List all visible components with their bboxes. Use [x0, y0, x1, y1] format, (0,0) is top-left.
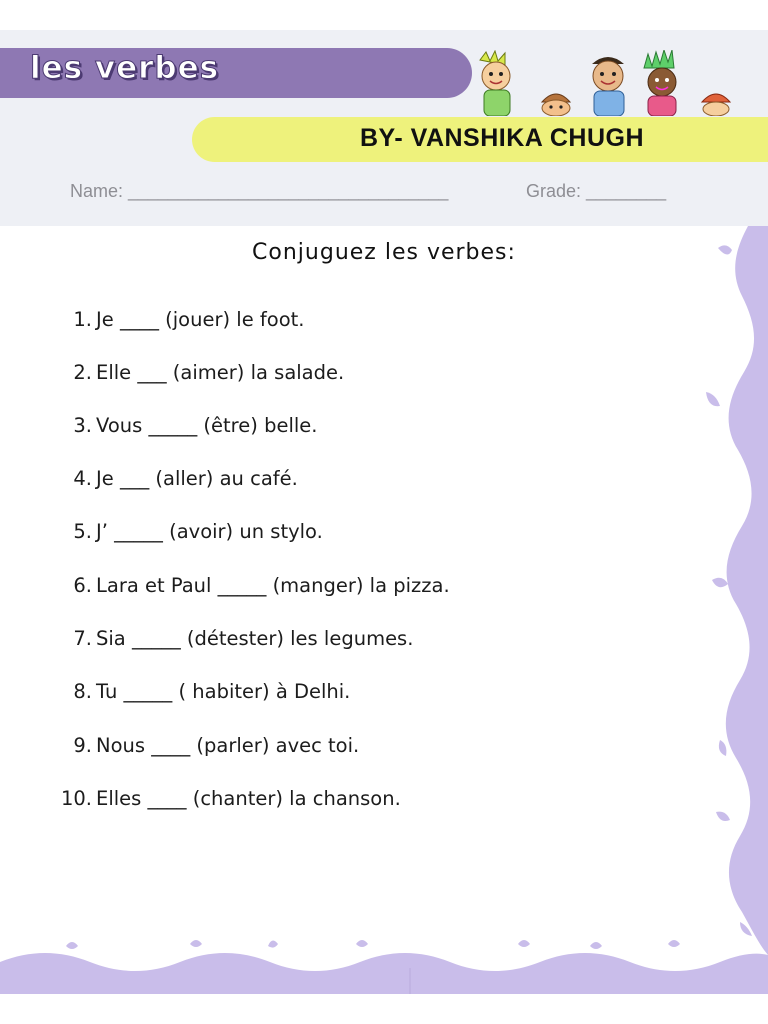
- exercise-item: [0, 574, 640, 604]
- exercise-number: 8.: [73, 680, 92, 703]
- exercise-number: 10.: [60, 787, 92, 810]
- exercise-item: [0, 467, 640, 497]
- exercise-item: [0, 787, 640, 817]
- exercise-sentence: Nous ____ (parler) avec toi.: [96, 734, 360, 757]
- exercise-sentence: Vous _____ (être) belle.: [96, 414, 318, 437]
- worksheet-title: les verbes: [30, 50, 220, 86]
- exercise-number: 1.: [73, 308, 92, 331]
- instructions-heading: Conjuguez les verbes:: [252, 240, 516, 265]
- exercise-sentence: Je ___ (aller) au café.: [96, 467, 298, 490]
- exercise-number: 2.: [73, 361, 92, 384]
- exercise-number: 5.: [73, 520, 92, 543]
- author-label: BY- VANSHIKA CHUGH: [360, 124, 645, 152]
- grade-field[interactable]: Grade: ________: [526, 181, 667, 201]
- exercise-item: [0, 361, 640, 391]
- exercise-sentence: Je ____ (jouer) le foot.: [96, 308, 305, 331]
- exercise-number: 4.: [73, 467, 92, 490]
- exercise-number: 7.: [73, 627, 92, 650]
- exercise-number: 3.: [73, 414, 92, 437]
- exercise-sentence: Tu _____ ( habiter) à Delhi.: [96, 680, 351, 703]
- name-field[interactable]: Name: ________________________________: [70, 181, 449, 201]
- exercise-sentence: J’ _____ (avoir) un stylo.: [96, 520, 323, 543]
- exercise-item: [0, 680, 640, 710]
- exercise-item: [0, 627, 640, 657]
- exercise-number: 9.: [73, 734, 92, 757]
- exercise-sentence: Elles ____ (chanter) la chanson.: [96, 787, 401, 810]
- exercise-item: [0, 734, 640, 764]
- exercise-sentence: Elle ___ (aimer) la salade.: [96, 361, 345, 384]
- exercise-item: [0, 308, 640, 338]
- exercise-item: [0, 520, 640, 550]
- exercise-number: 6.: [73, 574, 92, 597]
- exercise-sentence: Lara et Paul _____ (manger) la pizza.: [96, 574, 450, 597]
- exercise-sentence: Sia _____ (détester) les legumes.: [96, 627, 414, 650]
- exercise-item: [0, 414, 640, 444]
